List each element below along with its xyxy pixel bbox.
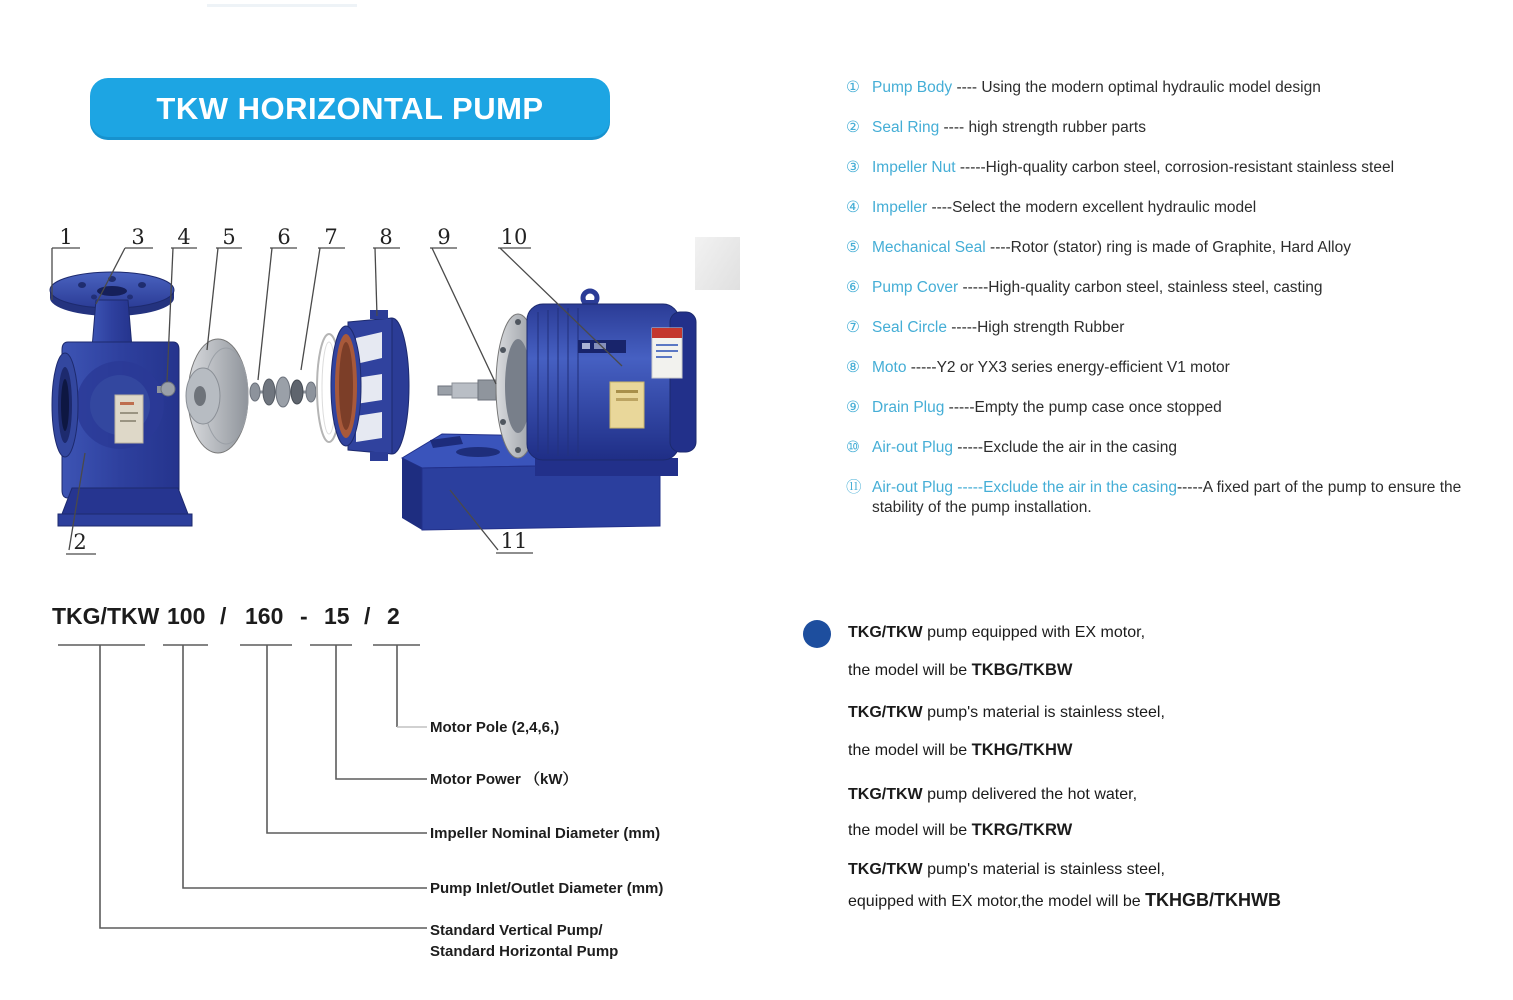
note-line: the model will be TKRG/TKRW [848, 821, 1073, 839]
part-desc: ---- high strength rubber parts [939, 119, 1146, 136]
part-row [846, 278, 1510, 298]
part-number-badge: ⑪ [846, 479, 862, 496]
part-name: Mechanical Seal [872, 239, 986, 256]
code-segment-pole: 2 [387, 603, 400, 629]
part-number-badge: ⑦ [846, 319, 860, 336]
code-label-impeller-diam: Impeller Nominal Diameter (mm) [430, 825, 661, 842]
pump-exploded-diagram [30, 200, 740, 580]
part-name: Pump Body [872, 79, 953, 96]
note-line: TKG/TKW pump equipped with EX motor, [848, 624, 1146, 641]
scan-artifact-line [207, 4, 357, 7]
part-row [846, 478, 1494, 518]
part-number-badge: ③ [846, 159, 860, 176]
part-number-badge: ⑥ [846, 279, 860, 296]
part-row [846, 158, 1510, 178]
part-row [846, 398, 1510, 418]
part-desc: -----A fixed part of the pump to ensure the stability of the pump installation. [872, 479, 1462, 516]
bullet-icon [803, 620, 831, 648]
part-row [846, 78, 1510, 98]
note-line: the model will be TKBG/TKBW [848, 661, 1073, 679]
mechanical-seal [250, 377, 316, 407]
motor-shaft [438, 378, 504, 402]
part-row [846, 198, 1510, 218]
part-row [846, 238, 1510, 258]
note-line: TKG/TKW pump delivered the hot water, [848, 786, 1138, 803]
callout-3: 3 [131, 225, 145, 249]
code-label-pump-type [430, 920, 618, 962]
code-label-motor-power: Motor Power （kW） [430, 771, 578, 788]
callout-9: 9 [437, 225, 451, 249]
part-desc: ----Select the modern excellent hydraulic model [927, 199, 1257, 216]
callout-4: 4 [177, 225, 191, 249]
part-desc: ---- Using the modern optimal hydraulic model design [952, 79, 1321, 96]
code-separator: - [300, 603, 308, 629]
code-segment-series: TKG/TKW [52, 603, 160, 629]
callout-8: 8 [379, 225, 393, 249]
code-label-pump-type-line1: Standard Vertical Pump/ [430, 922, 603, 939]
motor [496, 291, 696, 476]
code-segment-impeller: 160 [245, 603, 284, 629]
part-desc: -----Empty the pump case once stopped [944, 399, 1222, 416]
callout-7: 7 [324, 225, 338, 249]
note-line: TKG/TKW pump's material is stainless steel, [848, 861, 1165, 878]
part-number-badge: ⑧ [846, 359, 860, 376]
part-desc: -----High strength Rubber [946, 319, 1125, 336]
callout-6: 6 [277, 225, 291, 249]
part-name: Seal Circle [872, 319, 947, 336]
note-line: the model will be TKHG/TKHW [848, 741, 1073, 759]
part-desc: -----High-quality carbon steel, corrosion-resistant stainless steel [955, 159, 1395, 176]
code-label-pump-diam: Pump Inlet/Outlet Diameter (mm) [430, 880, 664, 897]
part-desc: ----Rotor (stator) ring is made of Graphite, Hard Alloy [985, 239, 1351, 256]
part-row [846, 118, 1510, 138]
code-separator: / [220, 603, 227, 629]
part-name: Pump Cover [872, 279, 959, 296]
code-segment-inlet: 100 [167, 603, 206, 629]
page-title: TKW HORIZONTAL PUMP [156, 91, 544, 126]
part-name: Impeller [872, 199, 928, 216]
impeller [186, 339, 248, 453]
flow-arrow-icon [695, 203, 740, 323]
code-separator: / [364, 603, 371, 629]
code-connector-svg [40, 640, 740, 970]
callout-10: 10 [500, 225, 528, 249]
code-segment-power: 15 [324, 603, 350, 629]
code-label-pump-type-line2: Standard Horizontal Pump [430, 943, 619, 960]
pump-cover [331, 310, 409, 461]
part-desc: -----High-quality carbon steel, stainless steel, casting [958, 279, 1323, 296]
part-number-badge: ⑩ [846, 439, 860, 456]
part-name: Air-out Plug [872, 439, 953, 456]
code-label-motor-pole: Motor Pole (2,4,6,) [430, 719, 560, 736]
part-name: Moto [872, 359, 907, 376]
part-row [846, 438, 1510, 458]
part-desc: -----Exclude the air in the casing [952, 439, 1177, 456]
part-desc-blue: -----Exclude the air in the casing [952, 479, 1177, 496]
part-number-badge: ④ [846, 199, 860, 216]
part-name: Impeller Nut [872, 159, 956, 176]
part-name: Drain Plug [872, 399, 945, 416]
callout-2: 2 [73, 530, 87, 554]
part-number-badge: ② [846, 119, 860, 136]
part-number-badge: ⑤ [846, 239, 860, 256]
part-name: Air-out Plug [872, 479, 953, 496]
note-line: TKG/TKW pump's material is stainless steel, [848, 704, 1165, 721]
part-row [846, 318, 1510, 338]
part-number-badge: ⑨ [846, 399, 860, 416]
note-line: equipped with EX motor,the model will be TKHGB/TKHWB [848, 890, 1282, 910]
title-banner [90, 78, 610, 140]
part-row [846, 358, 1510, 378]
callout-5: 5 [222, 225, 236, 249]
part-name: Seal Ring [872, 119, 940, 136]
part-number-badge: ① [846, 79, 860, 96]
callout-11: 11 [500, 529, 528, 553]
part-desc: -----Y2 or YX3 series energy-efficient V1 motor [906, 359, 1230, 376]
callout-1: 1 [59, 225, 73, 249]
